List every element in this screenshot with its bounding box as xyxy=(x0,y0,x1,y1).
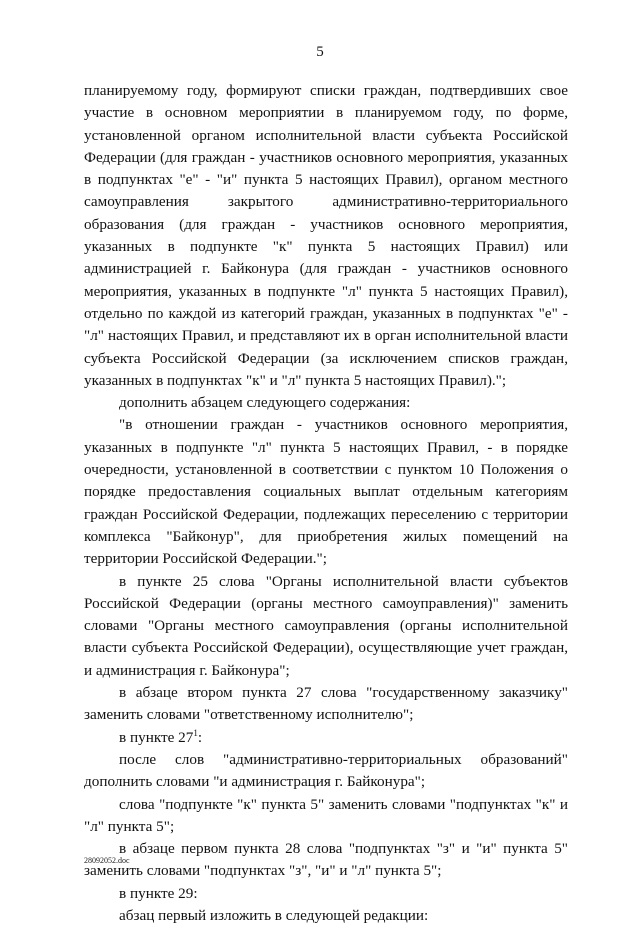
paragraph-clause-27: в абзаце втором пункта 27 слова "государственному заказчику" заменить словами "ответственному исполнителю"; xyxy=(84,684,568,724)
paragraph-amendment-intro: дополнить абзацем следующего содержания: xyxy=(119,394,411,412)
paragraph-words-replace: слова "подпункте "к" пункта 5" заменить словами "подпунктах "к" и "л" пункта 5"; xyxy=(84,795,568,835)
paragraph-clause-28: в абзаце первом пункта 28 слова "подпунктах "з" и "и" пункта 5" заменить словами "подпунктах "з", "и" и "л" пункта 5"; xyxy=(84,840,568,880)
paragraph-clause-29: в пункте 29: xyxy=(119,884,198,902)
paragraph-clause-25: в пункте 25 слова "Органы исполнительной власти субъектов Российской Федерации (органы местного самоуправления)" заменить словами "Органы местного самоуправления (органы исполнительной власти субъекта Российской Федерации), осуществляющие учет граждан, и администрация г. Байконура"; xyxy=(84,572,568,679)
page-number: 5 xyxy=(316,44,324,60)
paragraph-continuation: планируемому году, формируют списки граждан, подтвердивших свое участие в основном мероприятии в планируемом году, по форме, установленной органом исполнительной власти субъекта Российской Федерации (для граждан - участников основного мероприятия, указанных в подпунктах "е" - "и" пункта 5 настоящих Правил), органом местного самоуправления закрытого административно-территориального образования (для граждан - участников основного мероприятия, указанных в подпункте "к" пункта 5 настоящих Правил) или администрацией г. Байконура (для граждан - участников основного мероприятия, указанных в подпункте "л" пункта 5 настоящих Правил), отдельно по каждой из категорий граждан, указанных в подпунктах "е" - "л" настоящих Правил, и представляют их в орган исполнительной власти субъекта Российской Федерации (за исключением списков граждан, указанных в подпунктах "к" и "л" пункта 5 настоящих Правил)."; xyxy=(84,82,568,389)
paragraph-quoted-addition: "в отношении граждан - участников основного мероприятия, указанных в подпункте "л" пункта 5 настоящих Правил, - в порядке очередности, установленной в соответствии с пунктом 10 Положения о порядке предоставления социальных выплат отдельным категориям граждан Российской Федерации, подлежащих переселению с территории комплекса "Байконур", для приобретения жилых помещений на территории Российской Федерации."; xyxy=(84,416,568,568)
document-body xyxy=(84,80,568,927)
clause-27-1-text: в пункте 27 xyxy=(119,728,194,746)
clause-27-1-superscript: 1 xyxy=(193,727,198,738)
paragraph-after-words: после слов "административно-территориальных образований" дополнить словами "и администрация г. Байконура"; xyxy=(84,750,568,791)
paragraph-new-wording: абзац первый изложить в следующей редакции: xyxy=(119,906,429,924)
footer-filename: 28092052.doc xyxy=(84,856,130,865)
paragraph-clause-27-1 xyxy=(84,727,568,749)
clause-27-1-colon: : xyxy=(197,728,203,746)
